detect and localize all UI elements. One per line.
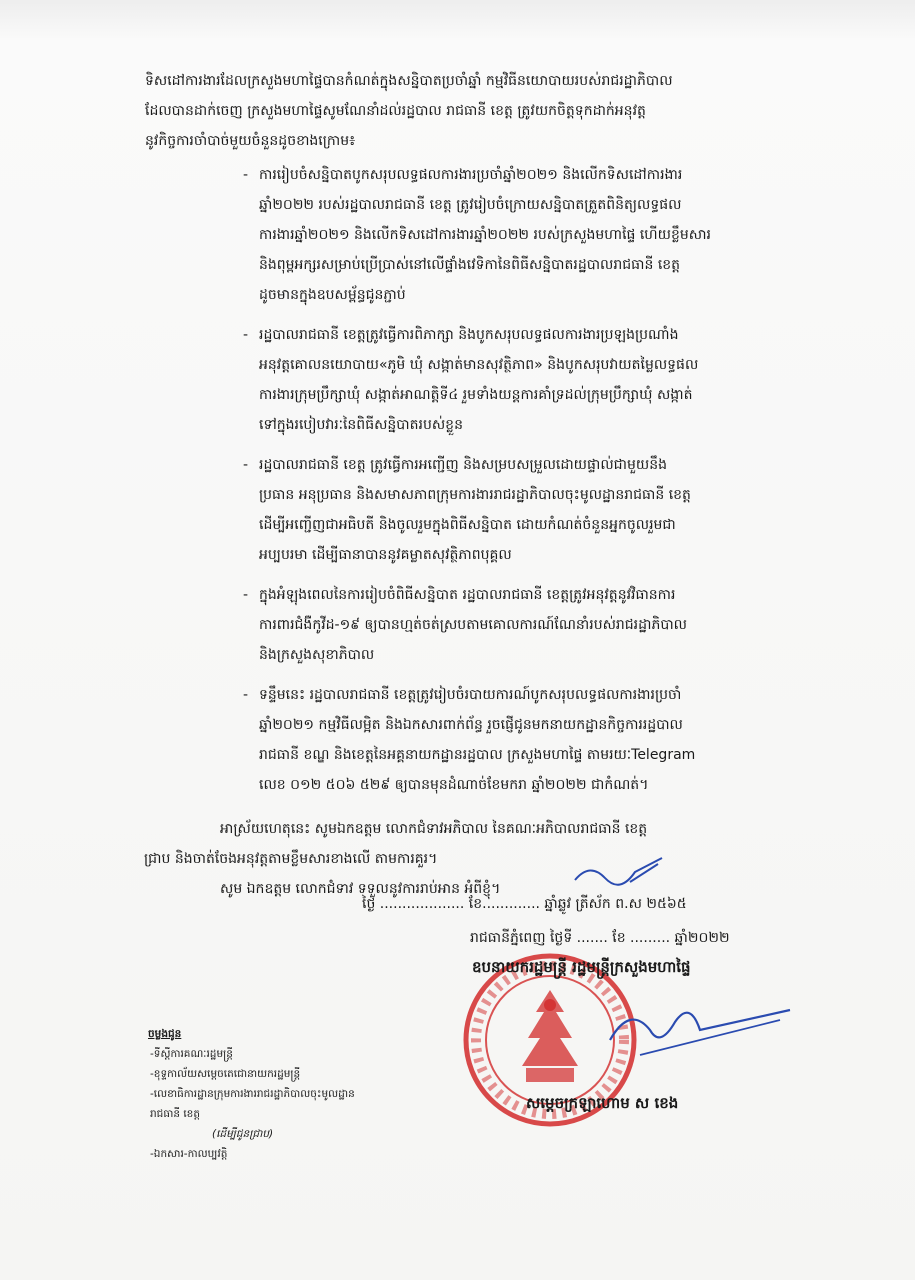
bullet-line: ការងារឆ្នាំ២០២១ និងលើកទិសដៅការងារឆ្នាំ២០២២ របស់ក្រសួងមហាផ្ទៃ ហើយខ្លឹមសារ <box>259 227 711 243</box>
closing-line: អាស្រ័យហេតុនេះ សូមឯកឧត្តម លោកជំទាវអភិបាល នៃគណៈអភិបាលរាជធានី ខេត្ត <box>220 821 648 837</box>
intro-line: នូវកិច្ចការចាំបាច់មួយចំនួនដូចខាងក្រោម៖ <box>145 133 356 149</box>
closing-paragraph <box>144 814 860 904</box>
bullet-marker: - <box>243 327 249 343</box>
bullet-marker: - <box>243 687 249 703</box>
bullet-line: រដ្ឋបាលរាជធានី ខេត្ត ត្រូវធ្វើការអញ្ជើញ និងសម្របសម្រួលដោយផ្ទាល់ជាមួយនឹង <box>259 457 667 473</box>
bullet-item <box>243 160 843 310</box>
intro-line: ដែលបានដាក់ចេញ ក្រសួងមហាផ្ទៃសូមណែនាំដល់រដ្ឋបាល រាជធានី ខេត្ត ត្រូវយកចិត្តទុកដាក់អនុវត្ត <box>145 103 646 119</box>
bullet-line: ដូចមានក្នុងឧបសម្ព័ន្ធជូនភ្ជាប់ <box>259 287 406 303</box>
bullet-list <box>243 160 843 800</box>
bullet-marker: - <box>243 167 249 183</box>
bullet-line: ការរៀបចំសន្និបាតបូកសរុបលទ្ធផលការងារប្រចាំឆ្នាំ២០២១ និងលើកទិសដៅការងារ <box>259 167 683 183</box>
cc-item: -ឯកសារ-កាលប្បវត្តិ <box>150 1148 228 1160</box>
page-shadow <box>0 0 915 40</box>
bullet-line: អនុវត្តគោលនយោបាយ«ភូមិ ឃុំ សង្កាត់មានសុវត្ថិភាព» និងបូកសរុបវាយតម្លៃលទ្ធផល <box>259 357 699 373</box>
bullet-line: រាជធានី ខណ្ឌ និងខេត្តនៃអគ្គនាយកដ្ឋានរដ្ឋបាល ក្រសួងមហាផ្ទៃ តាមរយៈTelegram <box>259 747 696 763</box>
signer-name: សម្តេចក្រឡាហោម ស ខេង <box>526 1094 679 1112</box>
cc-item: -លេខាធិការដ្ឋានក្រុមការងាររាជរដ្ឋាភិបាលចុះមូលដ្ឋាន <box>150 1088 355 1100</box>
bullet-line: និងពុម្ពអក្សរសម្រាប់ប្រើប្រាស់នៅលើផ្ទាំងវេទិកានៃពិធីសន្និបាតរដ្ឋបាលរាជធានី ខេត្ត <box>259 257 681 273</box>
intro-paragraph <box>145 66 860 156</box>
bullet-line: ការងារក្រុមប្រឹក្សាឃុំ សង្កាត់អាណត្តិទី៤ រួមទាំងយន្តការគាំទ្រដល់ក្រុមប្រឹក្សាឃុំ សង្កាត់ <box>259 387 693 403</box>
bullet-line: និងក្រសួងសុខាភិបាល <box>259 647 375 663</box>
bullet-item <box>243 320 843 440</box>
cc-title: ចម្លងជូន <box>148 1028 182 1040</box>
bullet-line: ទន្ទឹមនេះ រដ្ឋបាលរាជធានី ខេត្តត្រូវរៀបចំរបាយការណ៍បូកសរុបលទ្ធផលការងារប្រចាំ <box>259 687 682 703</box>
cc-note: (ដើម្បីជូនជ្រាប) <box>212 1128 274 1140</box>
intro-line: ទិសដៅការងារដែលក្រសួងមហាផ្ទៃបានកំណត់ក្នុងសន្និបាតប្រចាំឆ្នាំ កម្មវិធីនយោបាយរបស់រាជរដ្ឋាភិបាល <box>145 73 673 89</box>
cc-block <box>148 1024 448 1164</box>
cc-item: -ទីស្តីការគណៈរដ្ឋមន្ត្រី <box>150 1048 233 1060</box>
bullet-line: ប្រធាន អនុប្រធាន និងសមាសភាពក្រុមការងាររាជរដ្ឋាភិបាលចុះមូលដ្ឋានរាជធានី ខេត្ត <box>259 487 691 503</box>
bullet-line: លេខ ០១២ ៥០៦ ៥២៩ ឲ្យបានមុនដំណាច់ខែមករា ឆ្នាំ២០២២ ជាកំណត់។ <box>259 777 649 793</box>
bullet-line: ទៅក្នុងរបៀបវារៈនៃពិធីសន្និបាតរបស់ខ្លួន <box>259 417 463 433</box>
bullet-line: ដើម្បីអញ្ជើញជាអធិបតី និងចូលរួមក្នុងពិធីសន្និបាត ដោយកំណត់ចំនួនអ្នកចូលរួមជា <box>259 517 676 533</box>
bullet-line: អប្បបរមា ដើម្បីធានាបាននូវគម្លាតសុវត្ថិភាពបុគ្គល <box>259 547 512 563</box>
signature <box>600 1000 800 1060</box>
bullet-line: ការពារជំងឺកូវីដ-១៩ ឲ្យបានហ្មត់ចត់ស្របតាមគោលការណ៍ណែនាំរបស់រាជរដ្ឋាភិបាល <box>259 617 687 633</box>
bullet-line: ឆ្នាំ២០២១ កម្មវិធីលម្អិត និងឯកសារពាក់ព័ន្ធ រួចផ្ញើជូនមកនាយកដ្ឋានកិច្ចការរដ្ឋបាល <box>259 717 683 733</box>
solar-date: រាជធានីភ្នំពេញ ថ្ងៃទី ....... ខែ ......... ឆ្នាំ២០២២ <box>470 930 730 946</box>
closing-line: សូម ឯកឧត្តម លោកជំទាវ ទទួលនូវការរាប់អាន អំពីខ្ញុំ។ <box>220 881 501 897</box>
bullet-marker: - <box>243 587 249 603</box>
bullet-line: រដ្ឋបាលរាជធានី ខេត្តត្រូវធ្វើការពិភាក្សា និងបូកសរុបលទ្ធផលការងារប្រឡងប្រណាំង <box>259 327 679 343</box>
signer-title: ឧបនាយករដ្ឋមន្ត្រី រដ្ឋមន្ត្រីក្រសួងមហាផ្ទៃ <box>472 958 691 976</box>
cc-item: -ខុទ្ទកាល័យសម្តេចតេជោនាយករដ្ឋមន្ត្រី <box>150 1068 301 1080</box>
bullet-item <box>243 680 843 800</box>
bullet-marker: - <box>243 457 249 473</box>
closing-line: ជ្រាប និងចាត់ចែងអនុវត្តតាមខ្លឹមសារខាងលើ តាមការគួរ។ <box>144 851 438 867</box>
bullet-line: ក្នុងអំឡុងពេលនៃការរៀបចំពិធីសន្និបាត រដ្ឋបាលរាជធានី ខេត្តត្រូវអនុវត្តនូវវិធានការ <box>259 587 676 603</box>
bullet-item <box>243 580 843 670</box>
cc-item: រាជធានី ខេត្ត <box>150 1108 200 1120</box>
lunar-date: ថ្ងៃ ................... ខែ............. ឆ្នាំឆ្លូវ ត្រីស័ក ព.ស ២៥៦៥ <box>362 896 687 912</box>
handwritten-mark <box>570 852 670 892</box>
bullet-line: ឆ្នាំ២០២២ របស់រដ្ឋបាលរាជធានី ខេត្ត ត្រូវរៀបចំក្រោយសន្និបាតត្រួតពិនិត្យលទ្ធផល <box>259 197 682 213</box>
bullet-item <box>243 450 843 570</box>
